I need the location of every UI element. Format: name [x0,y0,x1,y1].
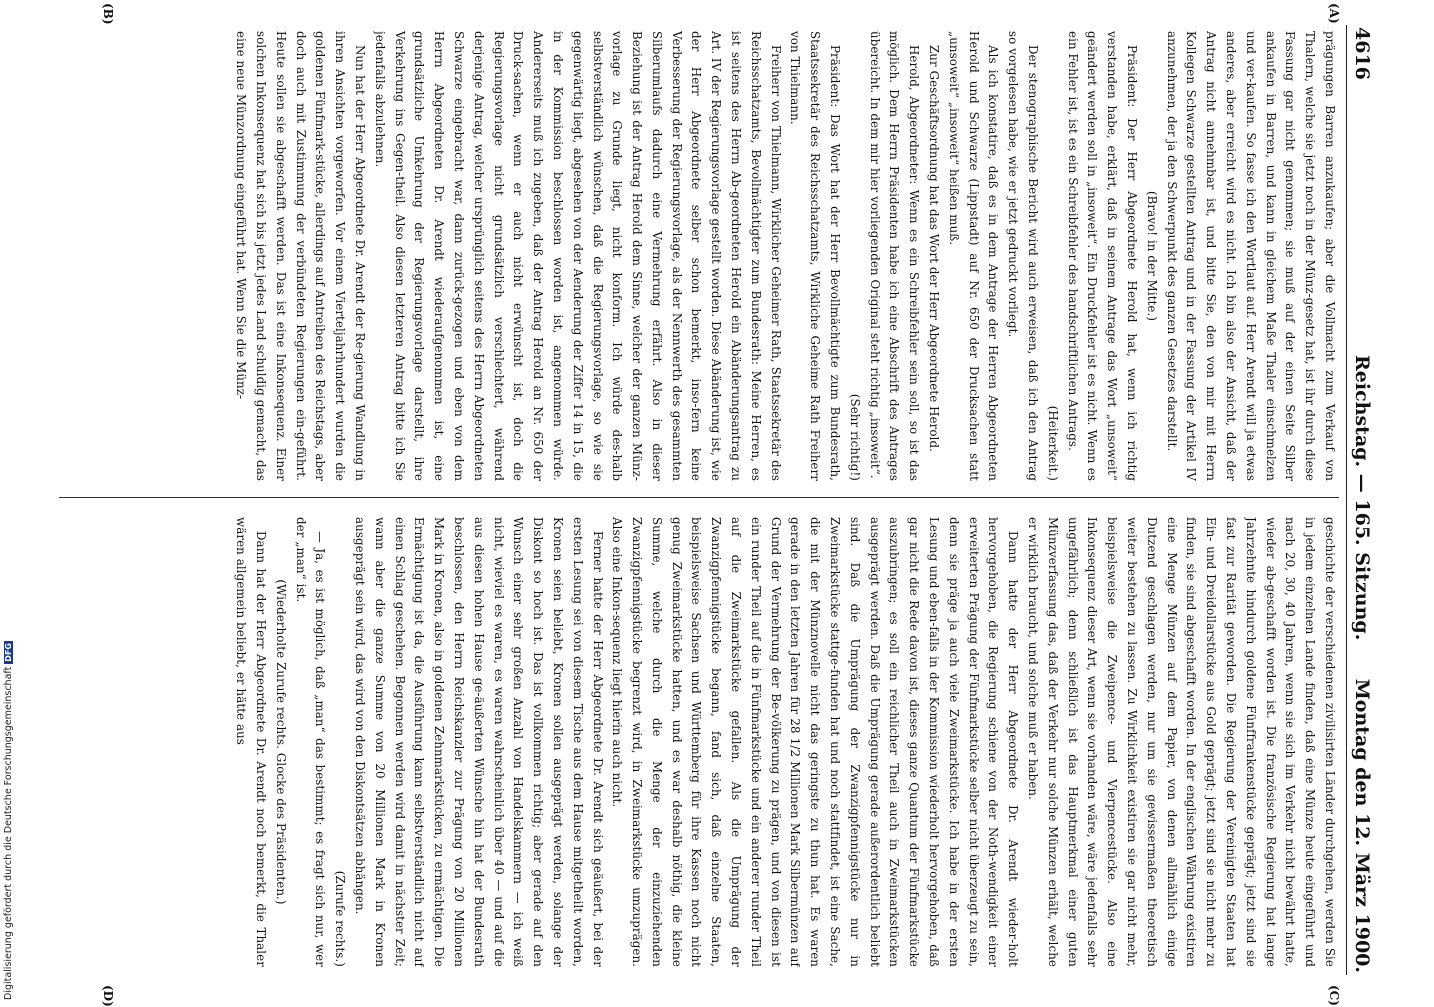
page-number: 4616 [1351,27,1373,80]
paragraph: Präsident: Das Wort hat der Herr Bevollmächtigte zum Bundesrath, Staatssekretär des Reichsschatzamts, Wirkliche Geheime Rath Freiherr von Thielmann. [788,31,843,481]
right-column [59,517,1339,967]
paragraph: Dann hatte der Herr Abgeordnete Dr. Arendt wieder-holt hervorgehoben, die Regierung schiene von der Noth-wendigkeit einer erweiterten Prägung der Fünfmarkstücke selber nicht überzeugt zu sein, denn sie präge ja auch viele Zweimarkstücke. Ich habe in der ersten Lesung und eben-falls in der Kommission wiederholt hervorgehoben, daß gar nicht die Rede davon ist, dieses ganze Quantum der Fünfmarkstücke auszubringen; es soll ein reichlicher Theil auch in Zweimarkstücken ausgeprägt werden. Daß die Umprägung gerade außerordentlich beliebt sind. Daß die Umprägung der Zwanzigpfennigstücke nur in Zweimarkstücke stattge-funden hat und noch stattfindet, ist eine Sache, die mit der Münznovelle nicht das geringste zu thun hat. Es waren gerade in den letzten Jahren für 28 1/2 Millionen Mark Silbermünzen auf Grund der Vermehrung der Be-völkerung zu prägen, und von diesen ist ein runder Theil auf die in Fünfmarkstücke und ein anderer runder Theil auf die Zweimarkstücke gefallen. Als die Umprägung der Zwanzigpfennigstücke begann, fand sich, daß einzelne Staaten, beispielsweise Sachsen und Württemberg für ihre Kassen noch nicht genug Zweimarkstücke hatten, und es war deshalb nöthig, die kleine Summe, welche durch die Menge der einzuziehenden Zwanzigpfennigstücke begrenzt wird, in Zweimarkstücke umzuprägen. Also eine Inkon-sequenz liegt hierin auch nicht. [610,517,1021,967]
paragraph: Als ich konstatire, daß es in dem Antrage der Herren Abgeordneten Herold und Schwarze (Lippstadt) auf Nr. 650 der Drucksachen statt „unsoweit“ „insoweit“ heißen muß. [946,31,1001,481]
header-date: Montag den 12. März 1900. [1351,678,1373,973]
digitization-credit [3,641,14,1000]
paragraph: Zur Geschäftsordnung hat das Wort der Herr Abgeordnete Herold. [927,45,942,452]
paragraph: Freiherr von Thielmann, Wirklicher Geheimer Rath, Staatssekretär des Reichsschatzamts, Bevollmächtigter zum Bundesrath: Meine Herren, es ist seitens des Herrn Ab-geordneten Herold ein Abänderungsantrag zu Art. IV der Regierungsvorlage gestellt worden. Diese Abänderung ist, wie der Herr Abgeordnete selber schon bemerkt, inso-fern keine Verbesserung der Regierungsvorlage, als der Nennwerth des gesammten Silberumlaufs dadurch eine Vermehrung erfährt. Also in dieser Beziehung ist der Antrag Herold dem Sinne, welcher der ganzen Münz-vorlage zu Grunde liegt, nicht konform. Ich würde des-halb selbstverständlich wünschen, daß die Regierungsvorlage, so wie sie gegenwärtig liegt, abgesehen von der Aenderung der Ziffer 14 in 15, die in der Kommission beschlossen worden ist, angenommen würde. Andererseits muß ich zugeben, daß der Antrag Herold an Nr. 650 der Druck-sachen, wenn er auch nicht erwünscht ist, doch die Regierungsvorlage nicht grundsätzlich verschlechtert, während derjenige Antrag, welcher ursprünglich seitens des Herrn Abgeordneten Schwarze eingebracht war, dann zurück-gezogen und eben von dem Herrn Abgeordneten Dr. Arendt wiederaufgenommen ist, eine grundsätzliche Umkehrung der Regierungsvorlage darstellt, ihre Verkehrung ins Gegen-theil. Also diesen letzteren Antrag bitte ich Sie jedenfalls abzulehnen. [372,31,783,481]
margin-letter-d: (D) [101,985,115,1007]
dfg-logo: DFG [4,643,13,662]
paragraph: Ferner hatte der Herr Abgeordnete Dr. Arendt sich geäußert, bei der ersten Lesung sei von diesem Tische aus dem Hause mitgetheilt worden, Kronen seien beliebt, Kronen sollen ausgeprägt werden, solange der Diskont so hoch ist. Das ist vollkommen richtig; aber gerade auf den Wunsch einer sehr großen Anzahl von Handelskammern — ich weiß nicht, wieviel es waren, es waren wahrscheinlich über 40 — und auf die aus diesen hohen Hause ge-äußerten Wünsche hin hat der Bundesrath beschlossen, den Herrn Reichskanzler zur Prägung von 20 Millionen Mark in Kronen, also in goldenen Zehnmarkstücken, zu ermächtigen. Die Ermächtigung ist da, die Ausführung kann selbstverständlich nicht auf einen Schlag geschehen. Begonnen werden wird damit in nächster Zeit; wann aber die ganze Summe von 20 Millionen Mark in Kronen ausgeprägt sein wird, das wird von den Diskontsätzen abhängen. [352,517,605,967]
credit-text: Digitalisierung gefördert durch die Deutsche Forschungsgemeinschaft [3,666,14,1000]
margin-letter-c: (C) [1327,985,1341,1006]
paragraph: Herold, Abgeordneter: Wenn es ein Schreibfehler sein soll, so ist das möglich. Dem Herrn Präsidenten habe ich eine Abschrift des Antrages übereicht. In dem mir hier vorliegenden Original steht richtig „insoweit“. [867,31,922,481]
interjection: (Sehr richtig!) [847,393,862,481]
document-page [55,3,1375,1007]
column-divider [59,497,1339,498]
interjection: (Bravo! in der Mitte.) [1144,190,1159,322]
margin-letter-a: (A) [1327,3,1341,24]
interjection: (Zurufe rechts.) [333,870,348,967]
paragraph: Dann hat der Herr Abgeordnete Dr. Arendt noch bemerkt, die Thaler wären allgemein beliebt, er hätte aus [234,517,268,967]
paragraph: Präsident: Der Herr Abgeordnete Herold hat, wenn ich richtig verstanden habe, erklärt, daß in seinem Antrage das Wort „unsoweit“ geändert werden soll in „insoweit“. Ein Druckfehler ist es nicht. Wenn es ein Fehler ist, ist es ein Schreibfehler des handschriftlichen Antrags. [1065,31,1140,481]
page-header [1346,25,1375,975]
header-title: Reichstag. — 165. Sitzung. [1351,355,1373,641]
left-column [59,31,1339,481]
paragraph: prägungen Barren anzukaufen; aber die Vollmacht zum Verkauf von Thalern, welche sie jetzt noch in der Münz-gesetz hat, ist ihr durch diese Fassung gar nicht genommen; sie muß auf der einen Seite Silber ankaufen in Barren, und kann in gleichem Maße Thaler einschmelzen und ver-kaufen. So fasse ich den Wortlaut auf. Herr Arendt will ja etwas anderes, aber erreicht wird es nicht. Ich bin also der Ansicht, daß der Antrag nicht annehmbar ist, und bitte Sie, den von mir mit Herrn Kollegen Schwarze gestellten Antrag und in der Fassung der Artikel IV anzunehmen, der ja den Schwerpunkt des ganzen Gesetzes darstellt. [1164,31,1337,481]
paragraph: — Ja, es ist möglich, daß „man“ das bestimmt; es fragt sich nur, wer der „man“ ist. [293,517,328,967]
margin-letter-b: (B) [101,3,115,25]
interjection: (Wiederholte Zurufe rechts. Glocke des Präsidenten.) [273,579,288,905]
paragraph: geschichte der verschiedenen zivilisirten Länder durchgehen, werden Sie in jedem einzelnen Lande finden, daß eine Münze heute eingeführt und nach 20, 30, 40 Jahren, wenn sie sich im Verkehr nicht bewährt hatte, wieder ab-geschafft worden ist. Die französische Regierung hat lange Jahrzehnte hindurch goldene Fünffrankenstücke geprägt; jetzt sind sie fast zur Rarität geworden. Die Regierung der Vereinigten Staaten hat Ein- und Dreidollarstücke aus Gold geprägt; jetzt sind sie nicht mehr zu finden, sie sind abgeschafft worden. In der englischen Währung existiren eine Menge Münzen auf dem Papier, von denen allmählich einige Dutzend geschlagen werden, nur um sie gewissermaßen theoretisch weiter bestehen zu lassen. Zu Wirklichkeit existiren sie gar nicht mehr, beispielsweise die Zweipence- und Vierpencestücke. Also eine Inkonsequenz dieser Art, wenn sie vorhanden wäre, wäre jedenfalls sehr ungefährlich; denn schließlich ist das Hauptmerkmal einer guten Münzverfassung das, daß der Verkehr nur solche Münzen erhält, welche er wirklich braucht, und solche muß er haben. [1026,517,1337,967]
interjection: (Heiterkeit.) [1045,405,1060,481]
paragraph: Der stenographische Bericht wird auch erweisen, daß ich den Antrag so vorgelesen habe, wie er jetzt gedruckt vorliegt. [1006,31,1041,481]
paragraph: Nun hat der Herr Abgeordnete Dr. Arendt der Re-gierung Wandlung in ihren Ansichten vorgeworfen. Vor einem Vierteljahrhundert wurden die goldenen Fünfmark-stücke, allerdings auf Antreiben des Reichstags, aber doch auch mit Zustimmung der verbündeten Regierungen ein-geführt. Heute sollen sie abgeschafft werden. Das ist eine Inkonsequenz. Einer solchen Inkonsequenz hat sich bis jetzt jedes Land schuldig gemacht, das eine neue Münzordnung eingeführt hat. Wenn Sie die Münz- [234,31,367,481]
